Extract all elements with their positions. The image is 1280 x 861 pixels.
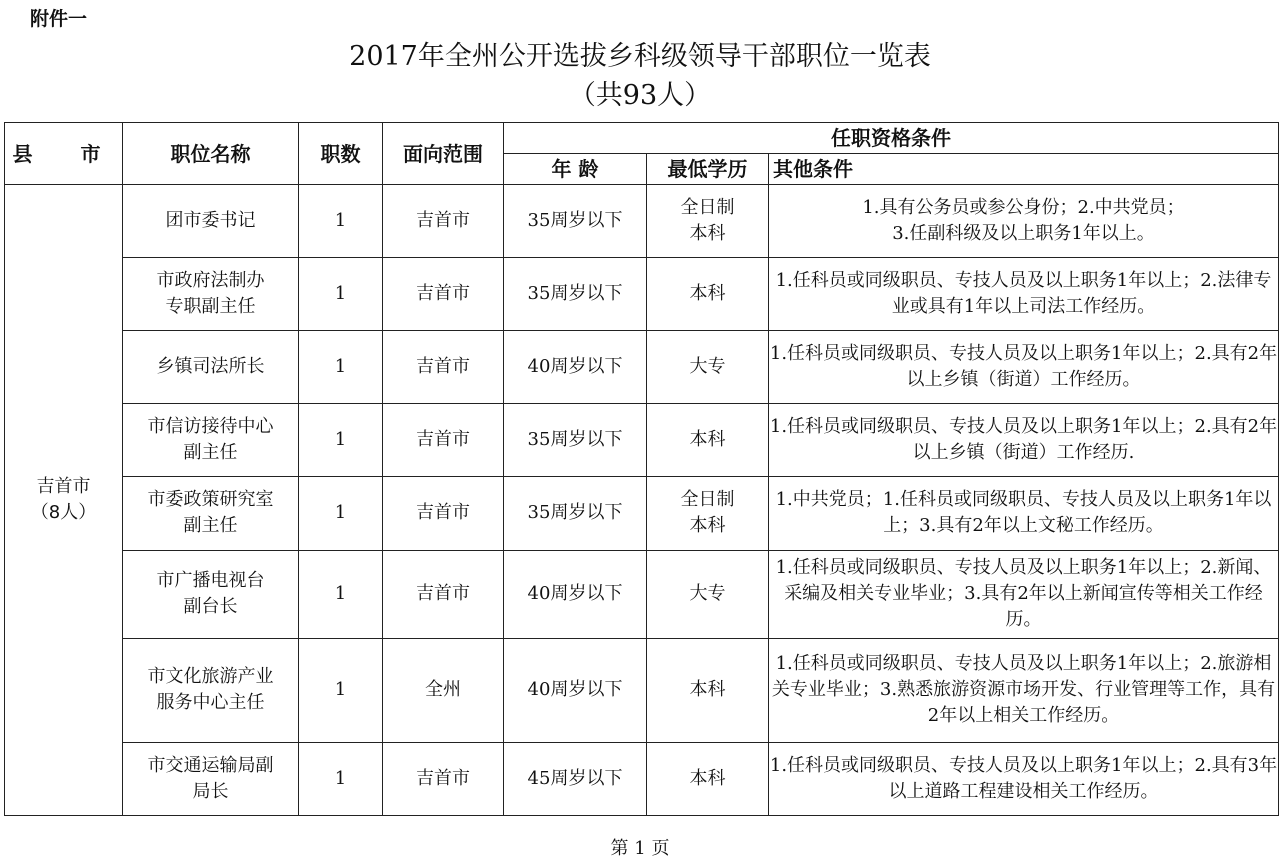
cell-position: 市委政策研究室 副主任	[123, 477, 299, 550]
county-count: （8人）	[30, 502, 97, 523]
cell-age: 40周岁以下	[504, 331, 647, 404]
table-row	[5, 477, 1279, 550]
cell-education: 全日制 本科	[647, 185, 769, 258]
cell-age: 40周岁以下	[504, 550, 647, 638]
table-row	[5, 331, 1279, 404]
cell-education: 本科	[647, 404, 769, 477]
cell-scope: 吉首市	[383, 742, 504, 815]
cell-scope: 吉首市	[383, 331, 504, 404]
header-other: 其他条件	[769, 154, 1279, 185]
cell-count: 1	[299, 742, 383, 815]
cell-other: 1.任科员或同级职员、专技人员及以上职务1年以上；2.法律专业或具有1年以上司法工作经历。	[769, 258, 1279, 331]
county-name: 吉首市	[36, 476, 91, 497]
cell-education: 大专	[647, 331, 769, 404]
cell-age: 35周岁以下	[504, 185, 647, 258]
county-cell	[5, 185, 123, 816]
table-row	[5, 404, 1279, 477]
cell-position: 市文化旅游产业 服务中心主任	[123, 638, 299, 742]
cell-scope: 吉首市	[383, 258, 504, 331]
cell-other: 1.任科员或同级职员、专技人员及以上职务1年以上；2.具有3年以上道路工程建设相关工作经历。	[769, 742, 1279, 815]
header-count: 职数	[299, 123, 383, 185]
header-qualifications: 任职资格条件	[504, 123, 1279, 154]
cell-other: 1.任科员或同级职员、专技人员及以上职务1年以上；2.具有2年以上乡镇（街道）工作经历.	[769, 404, 1279, 477]
cell-age: 35周岁以下	[504, 258, 647, 331]
cell-other: 1.中共党员；1.任科员或同级职员、专技人员及以上职务1年以上；3.具有2年以上文秘工作经历。	[769, 477, 1279, 550]
table-row	[5, 258, 1279, 331]
table-row	[5, 185, 1279, 258]
header-age: 年 龄	[504, 154, 647, 185]
cell-age: 35周岁以下	[504, 404, 647, 477]
header-scope: 面向范围	[383, 123, 504, 185]
cell-education: 大专	[647, 550, 769, 638]
cell-education: 全日制 本科	[647, 477, 769, 550]
cell-position: 市交通运输局副 局长	[123, 742, 299, 815]
cell-scope: 吉首市	[383, 477, 504, 550]
cell-count: 1	[299, 477, 383, 550]
table-row	[5, 742, 1279, 815]
cell-count: 1	[299, 185, 383, 258]
page-number: 第 1 页	[610, 838, 670, 859]
cell-scope: 吉首市	[383, 404, 504, 477]
cell-other: 1.具有公务员或参公身份；2.中共党员； 3.任副科级及以上职务1年以上。	[769, 185, 1279, 258]
cell-position: 团市委书记	[123, 185, 299, 258]
cell-education: 本科	[647, 258, 769, 331]
document-title: 2017年全州公开选拔乡科级领导干部职位一览表	[349, 41, 931, 72]
cell-position: 乡镇司法所长	[123, 331, 299, 404]
cell-age: 40周岁以下	[504, 638, 647, 742]
cell-age: 45周岁以下	[504, 742, 647, 815]
table-row	[5, 638, 1279, 742]
cell-count: 1	[299, 638, 383, 742]
cell-education: 本科	[647, 742, 769, 815]
header-education: 最低学历	[647, 154, 769, 185]
header-position: 职位名称	[123, 123, 299, 185]
cell-education: 本科	[647, 638, 769, 742]
cell-scope: 吉首市	[383, 185, 504, 258]
positions-table	[4, 122, 1279, 816]
cell-count: 1	[299, 331, 383, 404]
cell-count: 1	[299, 550, 383, 638]
table-body	[5, 185, 1279, 816]
cell-position: 市信访接待中心 副主任	[123, 404, 299, 477]
cell-other: 1.任科员或同级职员、专技人员及以上职务1年以上；2.旅游相关专业毕业；3.熟悉旅游资源市场开发、行业管理等工作，具有2年以上相关工作经历。	[769, 638, 1279, 742]
cell-count: 1	[299, 404, 383, 477]
cell-scope: 吉首市	[383, 550, 504, 638]
cell-other: 1.任科员或同级职员、专技人员及以上职务1年以上；2.新闻、采编及相关专业毕业；3.具有2年以上新闻宣传等相关工作经历。	[769, 550, 1279, 638]
document-subtitle: （共93人）	[568, 80, 712, 111]
cell-other: 1.任科员或同级职员、专技人员及以上职务1年以上；2.具有2年以上乡镇（街道）工作经历。	[769, 331, 1279, 404]
header-county: 县 市	[5, 123, 123, 185]
cell-count: 1	[299, 258, 383, 331]
cell-position: 市广播电视台 副台长	[123, 550, 299, 638]
cell-scope: 全州	[383, 638, 504, 742]
cell-position: 市政府法制办 专职副主任	[123, 258, 299, 331]
cell-age: 35周岁以下	[504, 477, 647, 550]
table-row	[5, 550, 1279, 638]
attachment-label: 附件一	[30, 8, 88, 30]
